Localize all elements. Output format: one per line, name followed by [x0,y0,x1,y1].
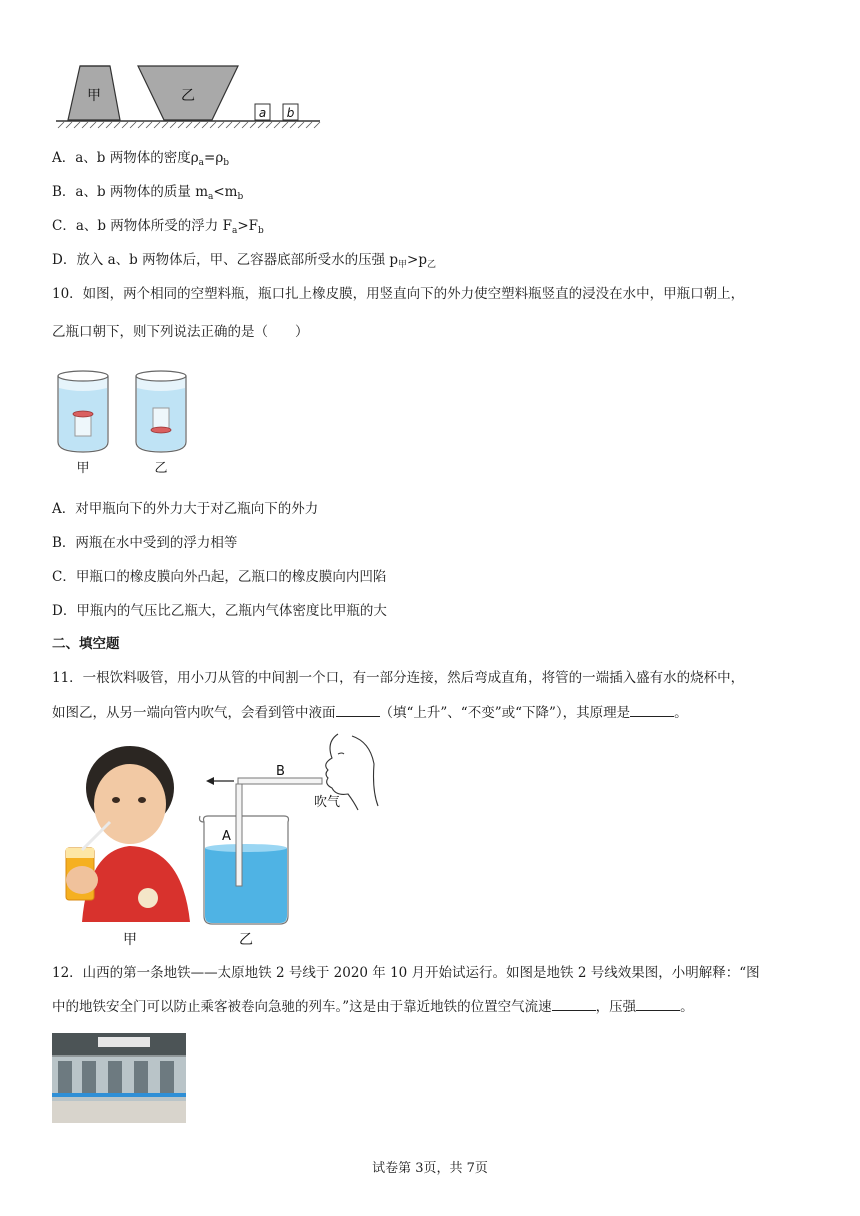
section-title-fill-in: 二、填空题 [52,636,120,652]
beaker-yi [136,371,186,452]
membrane-jia [73,411,93,417]
fig11-label-jia: 甲 [123,932,137,948]
photo-boy-drinking [52,730,194,922]
q10-option-d: D．甲瓶内的气压比乙瓶大，乙瓶内气体密度比甲瓶的大 [52,603,387,619]
ground-hatch [58,122,320,128]
q12-stem-line1: 12．山西的第一条地铁——太原地铁 2 号线于 2020 年 10 月开始试运行。如图是地铁 2 号线效果图，小明解释：“图 [52,965,760,981]
q11-stem-line1: 11．一根饮料吸管，用小刀从管的中间割一个口，有一部分连接，然后弯成直角，将管的一端插入盛有水的烧杯中， [52,670,745,686]
beaker-straw [200,816,289,924]
label-B: B [276,764,285,779]
fig11-label-yi: 乙 [239,932,253,948]
q12-stem-line2: 中的地铁安全门可以防止乘客被卷向急驰的列车。”这是由于靠近地铁的位置空气流速 ，压强 。 [52,999,694,1015]
photo-subway-platform [52,1033,186,1123]
figure-bottles [52,366,197,478]
membrane-yi [151,427,171,433]
fig10-label-jia: 甲 [76,461,90,476]
q9-option-b: B．a、b 两物体的质量 $m_a<m_b$ [52,184,244,202]
q12-blank-2[interactable] [636,997,680,1011]
q9-option-a: A．a、b 两物体的密度$\rho_a=\rho_b$ [52,150,230,168]
q10-option-b: B．两瓶在水中受到的浮力相等 [52,535,238,551]
label-yi: 乙 [181,88,195,104]
sign-board [98,1037,150,1047]
beaker-water [205,848,287,923]
label-A: A [222,829,231,844]
label-a: a [258,106,267,120]
boy-face [94,764,166,844]
label-b: b [286,106,295,120]
boy-hand [66,866,98,894]
label-jia: 甲 [87,88,101,104]
q11-blank-2[interactable] [630,703,674,717]
straw-a [236,784,242,886]
page-footer: 试卷第 3页，共 7页 [372,1161,488,1176]
figure-containers-ab [52,58,324,132]
label-blow: 吹气 [314,795,341,810]
beaker-jia [58,371,108,452]
q10-stem-line1: 10．如图，两个相同的空塑料瓶，瓶口扎上橡皮膜，用竖直向下的外力使空塑料瓶竖直的浸没在水中，甲瓶口朝上， [52,286,745,302]
q9-option-c: C．a、b 两物体所受的浮力 $F_a>F_b$ [52,218,264,236]
platform-floor [52,1101,186,1123]
fig10-label-yi: 乙 [154,461,168,476]
q10-option-c: C．甲瓶口的橡皮膜向外凸起，乙瓶口的橡皮膜向内凹陷 [52,569,387,585]
figure-straw [52,730,382,950]
q11-stem-line2: 如图乙，从另一端向管内吹气，会看到管中液面 （填“上升”、“不变”或“下降”），其原理是 。 [52,705,688,721]
q12-blank-1[interactable] [552,997,596,1011]
q10-stem-line2: 乙瓶口朝下，则下列说法正确的是（ ） [52,324,309,340]
q10-option-a: A．对甲瓶向下的外力大于对乙瓶向下的外力 [52,501,319,517]
q9-option-d: D．放入 a、b 两物体后，甲、乙容器底部所受水的压强 $p_甲>p_乙$ [52,252,437,270]
q11-blank-1[interactable] [336,703,380,717]
door-stripe [52,1093,186,1097]
